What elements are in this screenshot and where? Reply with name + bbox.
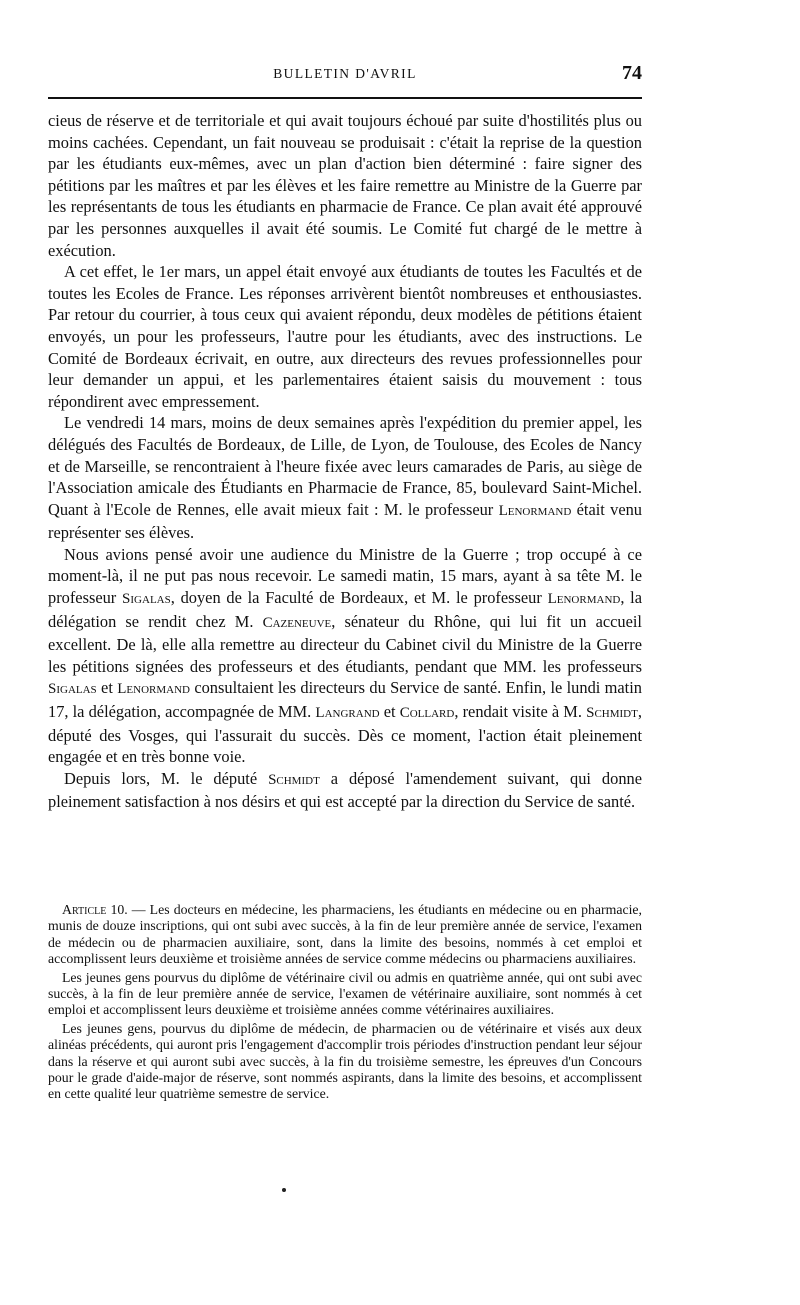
name-collard: Collard [399, 705, 455, 722]
paragraph-5-text-b: a déposé l'amendement suivant, qui donne pleinement satisfaction à nos désirs et qui est accepté par la direction du Service de santé. [48, 768, 642, 812]
paragraph-4-text-e: et [101, 678, 113, 698]
paragraph-4-text-d: , sénateur du Rhône, qui lui fit un accueil excellent. De là, elle alla remettre au directeur du Cabinet civil du Ministre de la Guerre les pétitions signées des professeurs et des étudiants, pendant que MM. les professeurs [48, 611, 642, 676]
paragraph-4-text-a: Nous avions pensé avoir une audience du Ministre de la Guerre ; trop occupé à ce moment-là, il ne put pas nous recevoir. Le samedi matin, 15 mars, ayant à sa tête M. le professeur [48, 544, 642, 608]
name-lenormand: Lenormand [547, 591, 621, 608]
name-sigalas: Sigalas [48, 681, 97, 698]
page-header [48, 62, 642, 86]
page-mark [282, 1188, 286, 1192]
paragraph-5 [48, 768, 642, 813]
paragraph-4-text-f: consultaient les directeurs du Service de santé. Enfin, le lundi matin 17, la délégation, accompagnée de MM. [48, 678, 642, 722]
body-text [48, 110, 642, 813]
paragraph-1: cieus de réserve et de territoriale et qui avait toujours échoué par suite d'hostilités plus ou moins cachées. Cependant, un fait nouveau se produisait : c'était la reprise de la question par les étudiants eux-mêmes, avec un plan d'action bien déterminé : faire signer des pétitions par les maîtres et par les élèves et les faire remettre au Ministre de la Guerre par les représentants de tous les étudiants en pharmacie de France. Ce plan avait été approuvé par les personnes auxquelles il avait été soumis. Le Comité fut chargé de le mettre à exécution. [48, 111, 642, 260]
amendment-text [48, 902, 642, 1103]
paragraph-3 [48, 412, 642, 544]
name-cazeneuve: Cazeneuve [262, 614, 332, 631]
paragraph-4-text-h: , rendait visite à M. [454, 702, 582, 722]
article-paragraph-1 [48, 902, 642, 968]
name-schmidt: Schmidt [268, 771, 320, 788]
running-title: BULLETIN D'AVRIL [273, 66, 417, 81]
header-rule [48, 97, 642, 99]
name-schmidt: Schmidt [586, 705, 638, 722]
paragraph-5-text-a: Depuis lors, M. le député [64, 768, 258, 788]
paragraph-3-text-b: était venu représenter ses élèves. [48, 499, 642, 543]
name-langrand: Langrand [315, 705, 380, 722]
paragraph-4-text-i: , député des Vosges, qui l'assurait du succès. Dès ce moment, l'action était pleinement engagée et en très bonne voie. [48, 702, 642, 767]
paragraph-3-text-a: Le vendredi 14 mars, moins de deux semaines après l'expédition du premier appel, les délégués des Facultés de Bordeaux, de Lille, de Lyon, de Toulouse, des Ecoles de Nancy et de Marseille, se rencontraient à l'heure fixée avec leurs camarades de Paris, au siège de l'Association amicale des Étudiants en Pharmacie de France, 85, boulevard Saint-Michel. Quant à l'Ecole de Rennes, elle avait mieux fait : M. le professeur [48, 413, 642, 519]
name-lenormand: Lenormand [117, 681, 190, 698]
article-paragraph-3: Les jeunes gens, pourvus du diplôme de médecin, de pharmacien ou de vétérinaire et visés aux deux alinéas précédents, qui auront pris l'engagement d'accomplir trois périodes d'instruction pendant leur séjour dans la réserve et qui auront subi avec succès, à la fin du troisième semestre, les épreuves d'un Concours pour le grade d'aide-major de réserve, sont nommés aspirants, dans la limite des besoins, et accomplissent en cette qualité leur quatrième semestre de service. [48, 1020, 642, 1102]
paragraph-4-text-c: , la délégation se rendit chez M. [48, 588, 643, 631]
article-1-text: — Les docteurs en médecine, les pharmaciens, les étudiants en médecine ou en pharmacie, munis de douze inscriptions, qui ont subi avec succès, à la fin de leur première année de service, l'examen de médecin ou de pharmacien auxiliaire, sont, dans la limite des besoins, nommés à cet emploi et accomplissent leurs deuxième et troisième années de service comme médecins ou pharmaciens auxiliaires. [48, 902, 642, 967]
article-paragraph-2: Les jeunes gens pourvus du diplôme de vétérinaire civil ou admis en quatrième année, qui ont subi avec succès, à la fin de leur première année de service, l'examen de vétérinaire auxiliaire, sont nommés à cet emploi et accomplissent leurs deuxième et troisième années comme vétérinaires auxiliaires. [48, 969, 642, 1018]
article-heading: Article 10. [62, 902, 128, 917]
paragraph-2: A cet effet, le 1er mars, un appel était envoyé aux étudiants de toutes les Facultés et de toutes les Ecoles de France. Les réponses arrivèrent bientôt nombreuses et enthousiastes. Par retour du courrier, à tous ceux qui avaient répondu, deux modèles de pétitions étaient envoyés, un pour les professeurs, l'autre pour les étudiants, avec des instructions. Le Comité de Bordeaux écrivait, en outre, aux directeurs des revues professionnelles pour leur demander un appui, et les parlementaires étaient saisis du mouvement : tous répondirent avec empressement. [48, 262, 642, 411]
paragraph-4-text-g: et [383, 702, 396, 722]
name-sigalas: Sigalas [122, 591, 171, 608]
paragraph-4 [48, 544, 642, 768]
page-number: 74 [622, 62, 642, 84]
paragraph-4-text-b: , doyen de la Faculté de Bordeaux, et M. le professeur [170, 588, 542, 608]
name-lenormand: Lenormand [498, 502, 572, 519]
